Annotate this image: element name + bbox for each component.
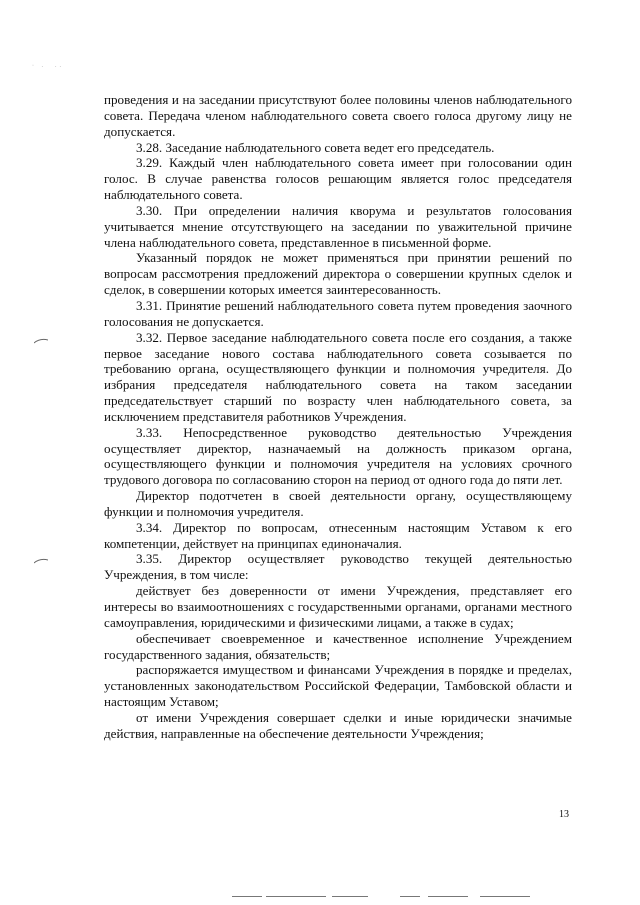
scan-artifact <box>232 896 262 897</box>
paragraph: от имени Учреждения совершает сделки и иные юридически значимые действия, направленные на обеспечение деятельности Учреждения; <box>104 709 572 741</box>
scan-artifact <box>266 896 326 897</box>
page-number: 13 <box>559 809 569 820</box>
paragraph: 3.33. Непосредственное руководство деятельностью Учреждения осуществляет директор, назначаемый на должность приказом органа, осуществляющего функции и полномочия учредителя на условиях срочного трудового договора по согласованию сторон на период от одного года до пяти лет. <box>104 424 572 488</box>
paragraph: 3.31. Принятие решений наблюдательного совета путем проведения заочного голосования не допускается. <box>104 297 572 329</box>
paragraph: Указанный порядок не может применяться при принятии решений по вопросам рассмотрения предложений директора о совершении крупных сделок и сделок, в совершении которых имеется заинтересованность. <box>104 250 572 298</box>
paragraph: 3.29. Каждый член наблюдательного совета имеет при голосовании один голос. В случае равенства голосов решающим является голос председателя наблюдательного совета. <box>104 155 572 203</box>
paragraph: 3.32. Первое заседание наблюдательного совета после его создания, а также первое заседание нового состава наблюдательного совета созывается по требованию органа, осуществляющего функции и полномочия учредителя. До избрания председателя наблюдательного совета на таком заседании председательствует старший по возрасту член наблюдательного совета, за исключением представителя работников Учреждения. <box>104 329 572 424</box>
paragraph: действует без доверенности от имени Учреждения, представляет его интересы во взаимоотношениях с государственными органами, органами местного самоуправления, юридическими и физическими лицами, а также в судах; <box>104 583 572 630</box>
scan-mark-icon <box>34 338 48 344</box>
paragraph: 3.30. При определении наличия кворума и результатов голосования учитывается мнение отсутствующего на заседании по уважительной причине члена наблюдательного совета, представленное в письменной форме. <box>104 202 572 250</box>
scan-mark-icon <box>34 558 48 564</box>
paragraph: проведения и на заседании присутствуют более половины членов наблюдательного совета. Передача членом наблюдательного совета своего голоса другому лицу не допускается. <box>104 92 572 139</box>
scan-artifact <box>400 896 420 897</box>
paragraph: 3.35. Директор осуществляет руководство текущей деятельностью Учреждения, в том числе: <box>104 551 572 583</box>
paragraph: 3.34. Директор по вопросам, отнесенным настоящим Уставом к его компетенции, действует на принципах единоначалия. <box>104 519 572 551</box>
paragraph: распоряжается имуществом и финансами Учреждения в порядке и пределах, установленных законодательством Российской Федерации, Тамбовской области и настоящим Уставом; <box>104 662 572 710</box>
document-body <box>104 92 572 742</box>
paragraph: обеспечивает своевременное и качественное исполнение Учреждением государственного задания, обязательств; <box>104 630 572 662</box>
scan-artifact <box>428 896 468 897</box>
paragraph: 3.28. Заседание наблюдательного совета ведет его председатель. <box>136 139 495 155</box>
scan-artifact <box>480 896 530 897</box>
scan-artifact <box>332 896 368 897</box>
scan-speck: · . .. <box>32 63 64 69</box>
paragraph: Директор подотчетен в своей деятельности органу, осуществляющему функции и полномочия учредителя. <box>104 488 572 519</box>
